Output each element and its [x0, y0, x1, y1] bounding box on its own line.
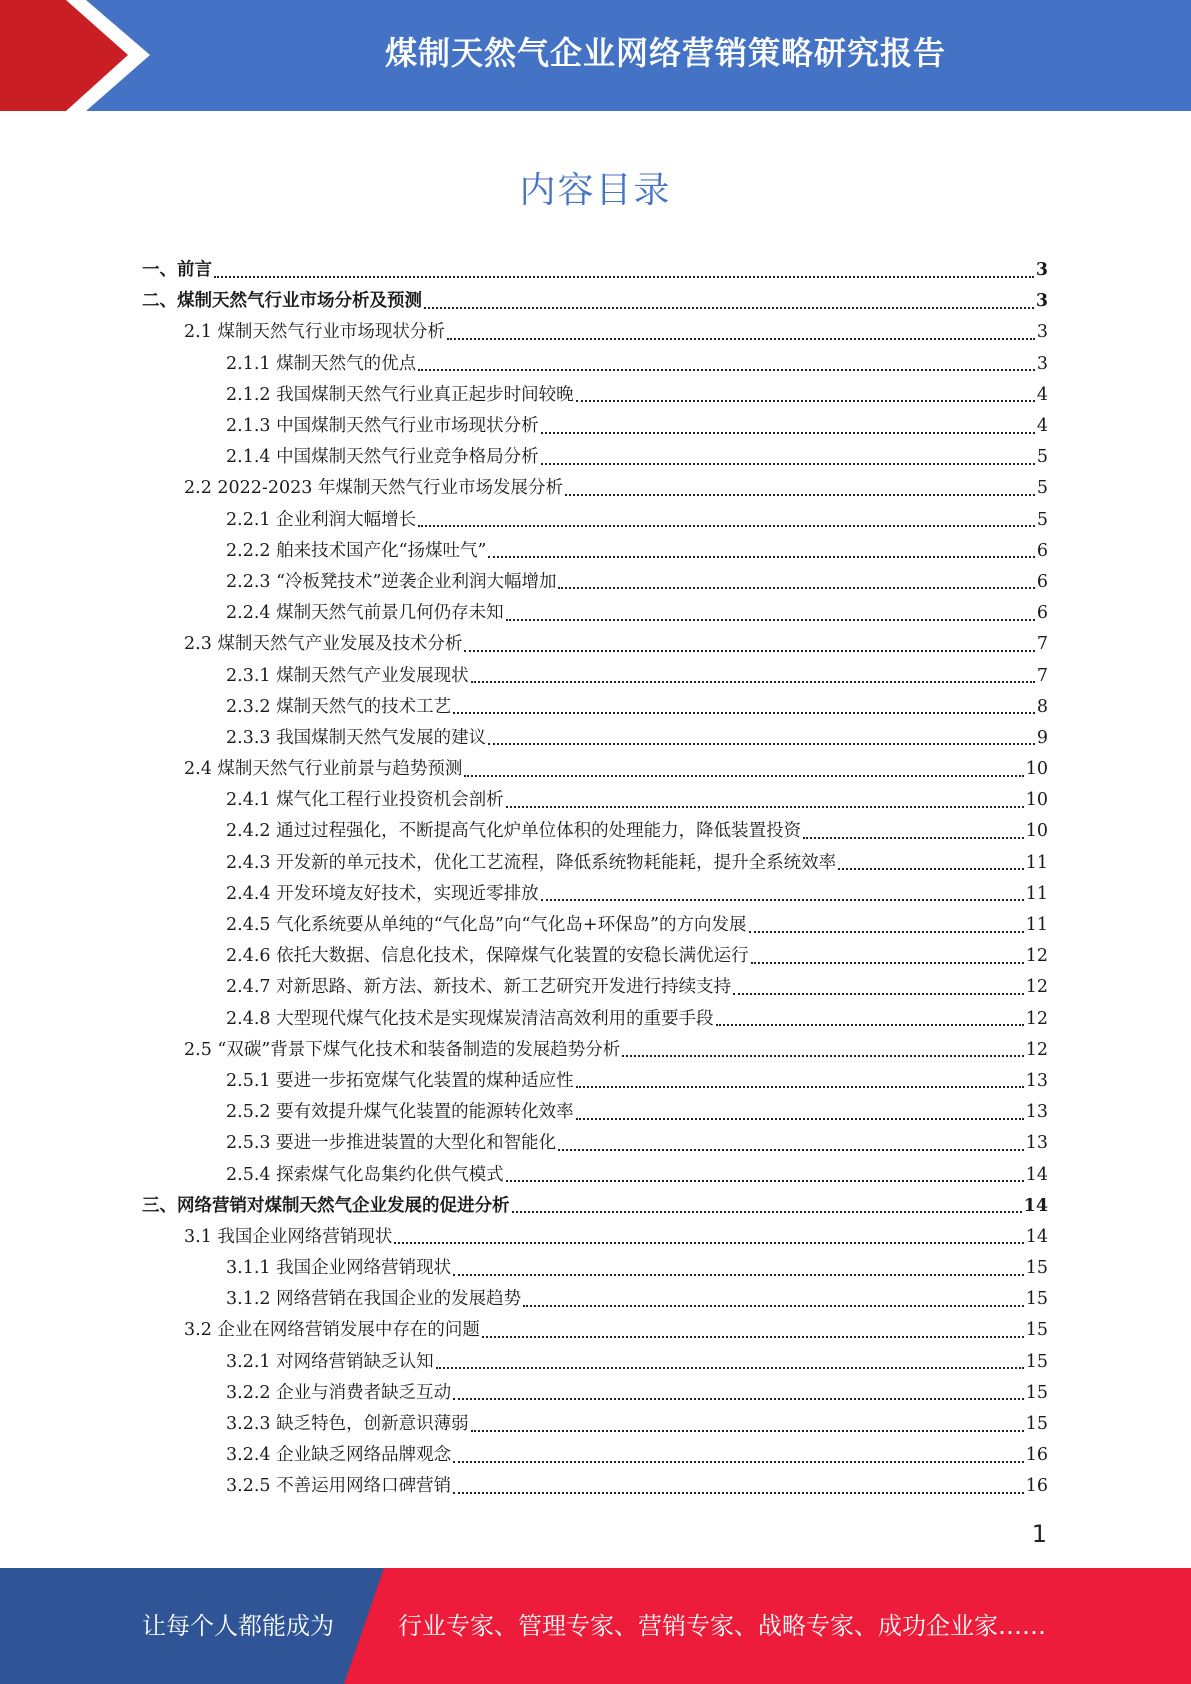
toc-entry-label: 2.3 煤制天然气产业发展及技术分析	[184, 634, 463, 655]
toc-entry-label: 2.5.3 要进一步推进装置的大型化和智能化	[226, 1133, 557, 1154]
toc-entry-label: 3.2.4 企业缺乏网络品牌观念	[226, 1445, 452, 1466]
toc-entry-label: 2.5.2 要有效提升煤气化装置的能源转化效率	[226, 1102, 574, 1123]
toc-entry-label: 2.2.1 企业利润大幅增长	[226, 509, 417, 530]
toc-leader-dots	[464, 650, 1034, 652]
toc-entry[interactable]	[142, 692, 1048, 723]
toc-entry-label: 三、网络营销对煤制天然气企业发展的促进分析	[142, 1195, 510, 1216]
toc-leader-dots	[541, 432, 1035, 434]
toc-entry-page: 13	[1025, 1102, 1048, 1123]
toc-entry-page: 13	[1025, 1133, 1048, 1154]
toc-entry[interactable]	[142, 1222, 1048, 1253]
toc-entry-label: 3.2.3 缺乏特色，创新意识薄弱	[226, 1414, 469, 1435]
toc-entry-label: 2.3.3 我国煤制天然气发展的建议	[226, 727, 487, 748]
toc-leader-dots	[447, 338, 1035, 340]
toc-entry-label: 2.4.2 通过过程强化，不断提高气化炉单位体积的处理能力，降低装置投资	[226, 821, 802, 842]
toc-entry[interactable]	[142, 1004, 1048, 1035]
header-arrow-shape	[0, 0, 160, 111]
toc-leader-dots	[838, 868, 1024, 870]
toc-entry[interactable]	[142, 1347, 1048, 1378]
toc-entry[interactable]	[142, 505, 1048, 536]
toc-entry-label: 2.4.1 煤气化工程行业投资机会剖析	[226, 790, 504, 811]
toc-entry-page: 6	[1036, 540, 1048, 561]
toc-leader-dots	[453, 712, 1035, 714]
toc-entry-page: 5	[1036, 478, 1048, 499]
toc-entry[interactable]	[142, 1191, 1048, 1222]
toc-entry-label: 2.2.2 舶来技术国产化“扬煤吐气”	[226, 540, 487, 561]
toc-entry-label: 2.1.4 中国煤制天然气行业竞争格局分析	[226, 447, 539, 468]
toc-entry[interactable]	[142, 411, 1048, 442]
toc-entry-page: 15	[1025, 1258, 1048, 1279]
toc-entry-page: 3	[1035, 291, 1048, 312]
toc-leader-dots	[453, 1492, 1024, 1494]
toc-entry-label: 3.1 我国企业网络营销现状	[184, 1226, 393, 1247]
footer-slogan-right: 行业专家、管理专家、营销专家、战略专家、成功企业家……	[398, 1612, 1046, 1640]
toc-entry-page: 10	[1025, 821, 1048, 842]
toc-leader-dots	[558, 1149, 1024, 1151]
toc-entry[interactable]	[142, 567, 1048, 598]
toc-entry-page: 6	[1036, 571, 1048, 592]
toc-entry[interactable]	[142, 473, 1048, 504]
toc-entry[interactable]	[142, 754, 1048, 785]
toc-entry-page: 13	[1025, 1070, 1048, 1091]
toc-entry[interactable]	[142, 1253, 1048, 1284]
toc-entry-page: 5	[1036, 509, 1048, 530]
toc-leader-dots	[453, 1274, 1024, 1276]
toc-entry-page: 15	[1025, 1414, 1048, 1435]
toc-entry-page: 8	[1036, 696, 1048, 717]
toc-title: 内容目录	[519, 170, 672, 211]
toc-entry[interactable]	[142, 972, 1048, 1003]
toc-entry-page: 14	[1025, 1164, 1048, 1185]
toc-entry[interactable]	[142, 442, 1048, 473]
toc-entry-label: 3.1.2 网络营销在我国企业的发展趋势	[226, 1289, 522, 1310]
toc-leader-dots	[523, 1305, 1024, 1307]
toc-entry-page: 4	[1036, 384, 1048, 405]
toc-entry-label: 2.4.7 对新思路、新方法、新技术、新工艺研究开发进行持续支持	[226, 977, 732, 998]
toc-leader-dots	[506, 1180, 1024, 1182]
toc-entry-page: 9	[1036, 727, 1048, 748]
toc-entry-page: 15	[1025, 1289, 1048, 1310]
header-band	[0, 0, 1191, 111]
toc-leader-dots	[424, 307, 1034, 309]
toc-entry-page: 15	[1025, 1351, 1048, 1372]
toc-entry-label: 3.2 企业在网络营销发展中存在的问题	[184, 1320, 480, 1341]
toc-leader-dots	[453, 1398, 1024, 1400]
toc-entry[interactable]	[142, 723, 1048, 754]
toc-entry-page: 14	[1025, 1226, 1048, 1247]
toc-entry-label: 2.4.4 开发环境友好技术，实现近零排放	[226, 883, 539, 904]
toc-leader-dots	[576, 1118, 1024, 1120]
toc-entry-label: 2.4.5 气化系统要从单纯的“气化岛”向“气化岛+环保岛”的方向发展	[226, 915, 747, 936]
toc-leader-dots	[558, 587, 1034, 589]
toc-entry-page: 5	[1036, 447, 1048, 468]
toc-entry-page: 6	[1036, 603, 1048, 624]
toc-entry[interactable]	[142, 1066, 1048, 1097]
toc-entry-label: 2.1 煤制天然气行业市场现状分析	[184, 322, 445, 343]
toc-leader-dots	[488, 556, 1034, 558]
toc-entry[interactable]	[142, 380, 1048, 411]
toc-leader-dots	[751, 962, 1024, 964]
toc-entry[interactable]	[142, 1284, 1048, 1315]
toc-entry[interactable]	[142, 317, 1048, 348]
toc-entry-page: 4	[1036, 416, 1048, 437]
toc-entry[interactable]	[142, 1315, 1048, 1346]
toc-leader-dots	[716, 1024, 1024, 1026]
toc-leader-dots	[214, 276, 1034, 278]
toc-entry-label: 2.5 “双碳”背景下煤气化技术和装备制造的发展趋势分析	[184, 1039, 621, 1060]
toc-entry-label: 2.4.8 大型现代煤气化技术是实现煤炭清洁高效利用的重要手段	[226, 1008, 714, 1029]
toc-entry-page: 16	[1025, 1445, 1048, 1466]
toc-entry-label: 2.1.1 煤制天然气的优点	[226, 353, 417, 374]
report-title: 煤制天然气企业网络营销策略研究报告	[384, 34, 946, 72]
toc-entry-label: 2.5.1 要进一步拓宽煤气化装置的煤种适应性	[226, 1070, 574, 1091]
toc-entry-label: 2.3.2 煤制天然气的技术工艺	[226, 696, 452, 717]
toc-entry[interactable]	[142, 536, 1048, 567]
toc-entry-page: 3	[1035, 260, 1048, 281]
toc-entry[interactable]	[142, 1128, 1048, 1159]
toc-leader-dots	[622, 1055, 1023, 1057]
toc-entry-page: 3	[1036, 353, 1048, 374]
toc-entry-page: 3	[1036, 322, 1048, 343]
toc-leader-dots	[576, 1086, 1024, 1088]
toc-entry-page: 12	[1025, 977, 1048, 998]
toc-entry[interactable]	[142, 349, 1048, 380]
toc-leader-dots	[733, 993, 1024, 995]
toc-entry-label: 二、煤制天然气行业市场分析及预测	[142, 291, 422, 312]
toc-entry-label: 2.4.6 依托大数据、信息化技术，保障煤气化装置的安稳长满优运行	[226, 946, 749, 967]
toc-entry-label: 3.2.2 企业与消费者缺乏互动	[226, 1382, 452, 1403]
toc-entry-label: 3.1.1 我国企业网络营销现状	[226, 1258, 452, 1279]
toc-entry-page: 11	[1025, 852, 1048, 873]
toc-entry[interactable]	[142, 879, 1048, 910]
toc-entry-page: 10	[1025, 759, 1048, 780]
toc-leader-dots	[464, 775, 1023, 777]
toc-entry[interactable]	[142, 598, 1048, 629]
toc-entry-label: 2.4 煤制天然气行业前景与趋势预测	[184, 759, 463, 780]
toc-entry-page: 14	[1023, 1195, 1048, 1216]
toc-entry-page: 12	[1025, 1039, 1048, 1060]
toc-entry-label: 2.2.3 “冷板凳技术”逆袭企业利润大幅增加	[226, 571, 557, 592]
toc-leader-dots	[565, 494, 1035, 496]
toc-entry-label: 3.2.5 不善运用网络口碑营销	[226, 1476, 452, 1497]
toc-entry-page: 11	[1025, 915, 1048, 936]
toc-entry[interactable]	[142, 848, 1048, 879]
toc-leader-dots	[453, 1461, 1024, 1463]
page-number: 1	[1031, 1520, 1047, 1548]
toc-entry[interactable]	[142, 1409, 1048, 1440]
toc-entry-page: 11	[1025, 883, 1048, 904]
toc-entry[interactable]	[142, 1440, 1048, 1471]
table-of-contents	[142, 255, 1048, 1503]
toc-leader-dots	[436, 1367, 1024, 1369]
toc-entry-page: 7	[1036, 665, 1048, 686]
toc-entry-page: 15	[1025, 1320, 1048, 1341]
toc-entry-label: 一、前言	[142, 260, 212, 281]
toc-entry-page: 12	[1025, 946, 1048, 967]
toc-leader-dots	[541, 899, 1024, 901]
toc-entry-page: 10	[1025, 790, 1048, 811]
toc-leader-dots	[482, 1336, 1024, 1338]
toc-entry[interactable]	[142, 1035, 1048, 1066]
toc-entry-label: 2.1.2 我国煤制天然气行业真正起步时间较晚	[226, 384, 574, 405]
toc-entry-page: 7	[1036, 634, 1048, 655]
toc-entry[interactable]	[142, 660, 1048, 691]
toc-leader-dots	[749, 931, 1024, 933]
footer-band	[0, 1568, 1191, 1684]
toc-leader-dots	[512, 1211, 1022, 1213]
toc-entry[interactable]	[142, 785, 1048, 816]
toc-entry-label: 2.2 2022-2023 年煤制天然气行业市场发展分析	[184, 478, 563, 499]
toc-entry-page: 12	[1025, 1008, 1048, 1029]
toc-entry-label: 2.4.3 开发新的单元技术，优化工艺流程，降低系统物耗能耗，提升全系统效率	[226, 852, 837, 873]
toc-entry-page: 16	[1025, 1476, 1048, 1497]
toc-entry[interactable]	[142, 1097, 1048, 1128]
toc-entry-label: 2.2.4 煤制天然气前景几何仍存未知	[226, 603, 504, 624]
toc-leader-dots	[418, 525, 1035, 527]
toc-leader-dots	[506, 806, 1024, 808]
toc-leader-dots	[418, 369, 1035, 371]
toc-entry[interactable]	[142, 941, 1048, 972]
toc-entry[interactable]	[142, 255, 1048, 286]
toc-entry[interactable]	[142, 816, 1048, 847]
toc-leader-dots	[488, 743, 1035, 745]
toc-leader-dots	[506, 619, 1035, 621]
toc-leader-dots	[471, 1430, 1024, 1432]
toc-leader-dots	[541, 463, 1035, 465]
toc-entry[interactable]	[142, 286, 1048, 317]
toc-entry-label: 3.2.1 对网络营销缺乏认知	[226, 1351, 434, 1372]
toc-entry[interactable]	[142, 629, 1048, 660]
toc-leader-dots	[394, 1242, 1023, 1244]
footer-slogan-left: 让每个人都能成为	[142, 1612, 334, 1640]
toc-entry-label: 2.1.3 中国煤制天然气行业市场现状分析	[226, 416, 539, 437]
toc-entry[interactable]	[142, 1378, 1048, 1409]
toc-entry[interactable]	[142, 1159, 1048, 1190]
toc-leader-dots	[803, 837, 1024, 839]
toc-entry-page: 15	[1025, 1382, 1048, 1403]
toc-entry-label: 2.3.1 煤制天然气产业发展现状	[226, 665, 469, 686]
toc-leader-dots	[471, 681, 1035, 683]
toc-entry[interactable]	[142, 910, 1048, 941]
toc-entry[interactable]	[142, 1471, 1048, 1502]
toc-entry-label: 2.5.4 探索煤气化岛集约化供气模式	[226, 1164, 504, 1185]
toc-leader-dots	[576, 400, 1035, 402]
